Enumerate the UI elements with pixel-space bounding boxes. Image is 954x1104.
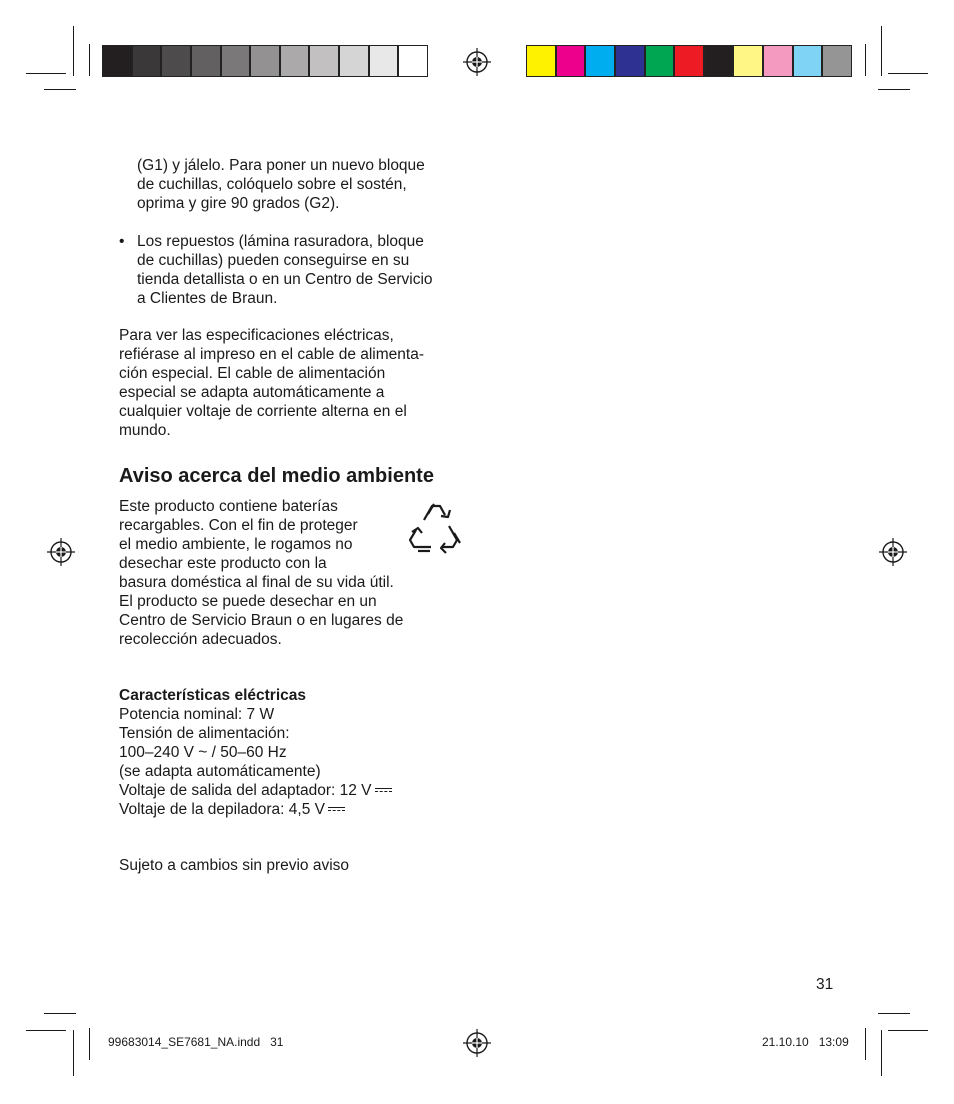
color-swatch (221, 45, 251, 77)
crop-mark-bottom-right-v2 (865, 1028, 866, 1060)
crop-mark-bottom-left-v (73, 1030, 74, 1076)
color-swatch (763, 45, 793, 77)
bullet-paragraph (137, 232, 477, 308)
text-line: a Clientes de Braun. (137, 290, 278, 307)
continuation-paragraph (137, 156, 477, 213)
subsection-heading: Características eléctricas (119, 687, 306, 704)
color-swatch (102, 45, 132, 77)
crop-mark-top-left-v (73, 26, 74, 76)
crop-mark-top-left-h (26, 73, 66, 74)
crop-mark-bottom-right-v (881, 1030, 882, 1076)
text-line: recolección adecuados. (119, 631, 282, 648)
electrical-spec-paragraph (119, 326, 479, 440)
text-line: tienda detallista o en un Centro de Servicio (137, 271, 433, 288)
crop-mark-bottom-right-h2 (878, 1013, 910, 1014)
crop-mark-top-right-v2 (865, 44, 866, 76)
crop-mark-bottom-left-h2 (44, 1013, 76, 1014)
spec-line-text: Voltaje de la depiladora: 4,5 V (119, 801, 325, 818)
slug-file-name: 99683014_SE7681_NA.indd 31 (108, 1035, 284, 1049)
color-swatch (585, 45, 615, 77)
text-line: Este producto contiene baterías (119, 498, 338, 515)
color-swatch (132, 45, 162, 77)
text-line: de cuchillas, colóquelo sobre el sostén, (137, 176, 407, 193)
spec-line-epilator (119, 800, 459, 819)
text-line: El producto se puede desechar en un (119, 593, 377, 610)
registration-mark-icon (463, 1029, 491, 1057)
dc-symbol-icon (328, 805, 345, 815)
spec-line: 100–240 V ~ / 50–60 Hz (119, 744, 287, 761)
text-line: especial se adapta automáticamente a (119, 384, 385, 401)
color-swatch (733, 45, 763, 77)
slug-date: 21.10.10 13:09 (762, 1035, 849, 1049)
grayscale-calibration-bar (102, 45, 428, 77)
crop-mark-top-left-h2 (44, 89, 76, 90)
dc-symbol-icon (375, 786, 392, 796)
color-swatch (793, 45, 823, 77)
text-line: oprima y gire 90 grados (G2). (137, 195, 340, 212)
crop-mark-top-right-h (888, 73, 928, 74)
color-calibration-bar (526, 45, 852, 77)
bullet-marker: • (119, 233, 125, 250)
crop-mark-top-right-v (881, 26, 882, 76)
registration-mark-icon (463, 48, 491, 76)
crop-mark-top-right-h2 (878, 89, 910, 90)
crop-mark-bottom-right-h (888, 1030, 928, 1031)
text-line: (G1) y jálelo. Para poner un nuevo bloque (137, 157, 425, 174)
electrical-characteristics (119, 686, 459, 819)
crop-mark-bottom-left-h (26, 1030, 66, 1031)
color-swatch (615, 45, 645, 77)
text-line: de cuchillas) pueden conseguirse en su (137, 252, 410, 269)
text-line: refiérase al impreso en el cable de alimenta- (119, 346, 424, 363)
crop-mark-top-left-v2 (89, 44, 90, 76)
color-swatch (526, 45, 556, 77)
page-number: 31 (816, 976, 834, 993)
section-heading: Aviso acerca del medio ambiente (119, 465, 434, 487)
registration-mark-icon (47, 538, 75, 566)
color-swatch (191, 45, 221, 77)
spec-line: Potencia nominal: 7 W (119, 706, 275, 723)
color-swatch (309, 45, 339, 77)
spec-line: Tensión de alimentación: (119, 725, 290, 742)
color-swatch (369, 45, 399, 77)
color-swatch (704, 45, 734, 77)
color-swatch (280, 45, 310, 77)
text-line: recargables. Con el fin de proteger (119, 517, 358, 534)
text-line: cualquier voltaje de corriente alterna en el (119, 403, 407, 420)
text-line: desechar este producto con la (119, 555, 327, 572)
spec-line: (se adapta automáticamente) (119, 763, 321, 780)
color-swatch (822, 45, 852, 77)
text-line: basura doméstica al final de su vida útil. (119, 574, 394, 591)
spec-line-text: Voltaje de salida del adaptador: 12 V (119, 782, 372, 799)
color-swatch (339, 45, 369, 77)
recycle-icon (403, 500, 465, 558)
text-line: Centro de Servicio Braun o en lugares de (119, 612, 404, 629)
text-line: Para ver las especificaciones eléctricas, (119, 327, 394, 344)
spec-line-adapter (119, 781, 459, 800)
color-swatch (161, 45, 191, 77)
color-swatch (250, 45, 280, 77)
text-line: ción especial. El cable de alimentación (119, 365, 386, 382)
text-line: el medio ambiente, le rogamos no (119, 536, 353, 553)
registration-mark-icon (879, 538, 907, 566)
change-notice: Sujeto a cambios sin previo aviso (119, 857, 350, 874)
crop-mark-bottom-left-v2 (89, 1028, 90, 1060)
text-line: Los repuestos (lámina rasuradora, bloque (137, 233, 424, 250)
color-swatch (674, 45, 704, 77)
color-swatch (645, 45, 675, 77)
color-swatch (556, 45, 586, 77)
color-swatch (398, 45, 428, 77)
text-line: mundo. (119, 422, 171, 439)
